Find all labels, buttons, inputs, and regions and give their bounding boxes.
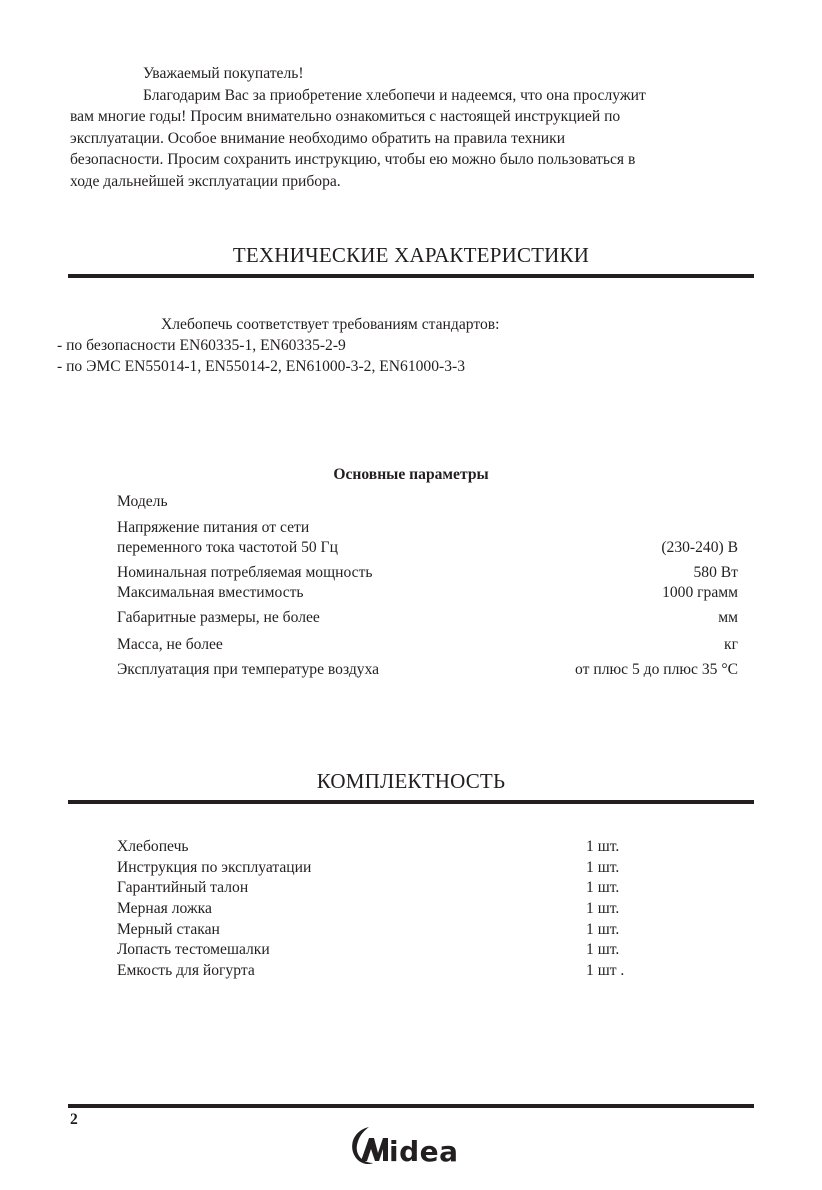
kit-item: Мерная ложка	[117, 900, 212, 917]
intro-paragraph	[70, 63, 760, 192]
kit-heading-rule	[68, 800, 754, 804]
param-label: Масса, не более	[117, 636, 223, 653]
param-label: Максимальная вместимость	[117, 584, 304, 601]
kit-item: Гарантийный талон	[117, 879, 249, 896]
page-number: 2	[70, 1111, 78, 1128]
param-row-temperature	[117, 660, 738, 680]
kit-qty: 1 шт.	[586, 879, 620, 896]
param-value: 1000 грамм	[662, 584, 738, 601]
kit-qty: 1 шт.	[586, 838, 620, 855]
param-row-voltage	[117, 518, 738, 558]
kit-qty: 1 шт .	[586, 962, 625, 979]
standard-safety: - по безопасности EN60335-1, EN60335-2-9	[57, 337, 346, 354]
midea-logo-mark	[347, 1121, 475, 1169]
footer-rule	[68, 1104, 754, 1108]
specs-heading: ТЕХНИЧЕСКИЕ ХАРАКТЕРИСТИКИ	[232, 243, 590, 267]
param-value: от плюс 5 до плюс 35 °С	[575, 661, 738, 678]
intro-line: Благодарим Вас за приобретение хлебопечи и надеемся, что она прослужит	[143, 86, 646, 104]
standard-emc: - по ЭМС EN55014-1, EN55014-2, EN61000-3-2, EN61000-3-3	[57, 358, 466, 375]
param-label: переменного тока частотой 50 Гц	[117, 539, 338, 556]
kit-item: Хлебопечь	[117, 838, 189, 855]
brand-text: idea	[389, 1135, 459, 1168]
param-row-model	[117, 492, 738, 512]
param-row-power	[117, 563, 738, 583]
midea-logo	[347, 1121, 475, 1174]
standards-intro: Хлебопечь соответствует требованиям стандартов:	[161, 316, 500, 333]
intro-line: безопасности. Просим сохранить инструкцию, чтобы ею можно было пользоваться в	[70, 151, 636, 168]
standards-block	[57, 314, 499, 377]
param-label: Модель	[117, 493, 168, 510]
kit-item: Мерный стакан	[117, 921, 220, 938]
param-value: мм	[718, 609, 738, 626]
intro-line: ходе дальнейшей эксплуатации прибора.	[70, 172, 341, 190]
kit-qty: 1 шт.	[586, 859, 620, 876]
kit-item: Лопасть тестомешалки	[117, 941, 270, 958]
intro-line: вам многие годы! Просим внимательно ознакомиться с настоящей инструкцией по	[70, 108, 621, 125]
param-value: кг	[724, 636, 738, 653]
param-row-weight	[117, 635, 738, 655]
param-row-dimensions	[117, 608, 738, 628]
intro-line: эксплуатации. Особое внимание необходимо обратить на правила техники	[70, 129, 566, 147]
kit-qty: 1 шт.	[586, 900, 620, 917]
param-label: Номинальная потребляемая мощность	[117, 564, 373, 581]
greeting: Уважаемый покупатель!	[143, 65, 304, 82]
kit-qty: 1 шт.	[586, 921, 620, 938]
kit-item: Инструкция по эксплуатации	[117, 859, 312, 876]
param-value: (230-240) В	[661, 539, 738, 556]
kit-item: Емкость для йогурта	[117, 962, 255, 979]
param-label: Габаритные размеры, не более	[117, 609, 320, 626]
specs-heading-rule	[68, 274, 754, 278]
params-title: Основные параметры	[333, 466, 489, 483]
param-label-line1: Напряжение питания от сети	[117, 519, 310, 536]
kit-qty: 1 шт.	[586, 941, 620, 958]
param-label: Эксплуатация при температуре воздуха	[117, 661, 380, 678]
kit-heading: КОМПЛЕКТНОСТЬ	[316, 769, 506, 793]
param-row-capacity	[117, 583, 738, 603]
param-value: 580 Вт	[693, 564, 738, 581]
